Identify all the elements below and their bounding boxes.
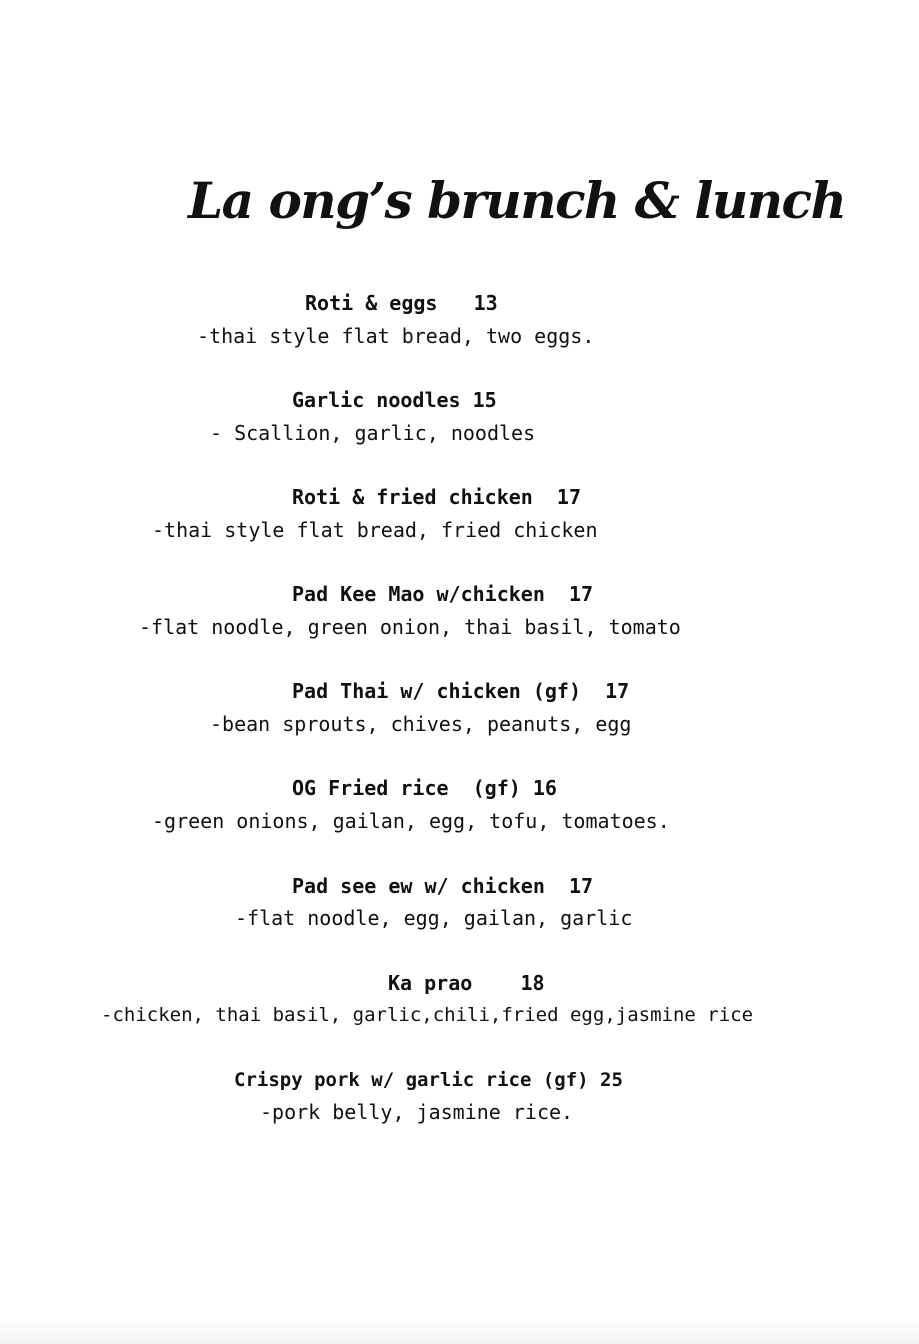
menu-item-name: Crispy pork w/ garlic rice (gf) 25 bbox=[234, 1069, 623, 1091]
menu-item-name: Ka prao 18 bbox=[388, 971, 545, 995]
menu-item-name: Garlic noodles 15 bbox=[292, 388, 497, 412]
menu-item-name: Pad Thai w/ chicken (gf) 17 bbox=[292, 679, 630, 703]
menu-item-description: -pork belly, jasmine rice. bbox=[260, 1100, 574, 1124]
menu-item-name: Pad see ew w/ chicken 17 bbox=[292, 874, 594, 898]
menu-item-name: OG Fried rice (gf) 16 bbox=[292, 776, 557, 800]
menu-item-description: -bean sprouts, chives, peanuts, egg bbox=[210, 712, 632, 736]
menu-item-description: - Scallion, garlic, noodles bbox=[210, 421, 536, 445]
menu-item-description: -chicken, thai basil, garlic,chili,fried egg,jasmine rice bbox=[101, 1004, 754, 1026]
menu-item-name: Pad Kee Mao w/chicken 17 bbox=[292, 582, 594, 606]
menu-item-description: -thai style flat bread, fried chicken bbox=[152, 518, 598, 542]
menu-item-description: -flat noodle, green onion, thai basil, tomato bbox=[139, 615, 681, 639]
page-bottom-shadow bbox=[0, 1318, 919, 1344]
menu-item-description: -thai style flat bread, two eggs. bbox=[197, 324, 595, 348]
menu-item-name: Roti & fried chicken 17 bbox=[292, 485, 581, 509]
menu-title: La ong’s brunch & lunch bbox=[188, 171, 846, 230]
menu-item-description: -flat noodle, egg, gailan, garlic bbox=[235, 906, 633, 930]
menu-item-name: Roti & eggs 13 bbox=[305, 291, 498, 315]
menu-item-description: -green onions, gailan, egg, tofu, tomatoes. bbox=[152, 809, 670, 833]
